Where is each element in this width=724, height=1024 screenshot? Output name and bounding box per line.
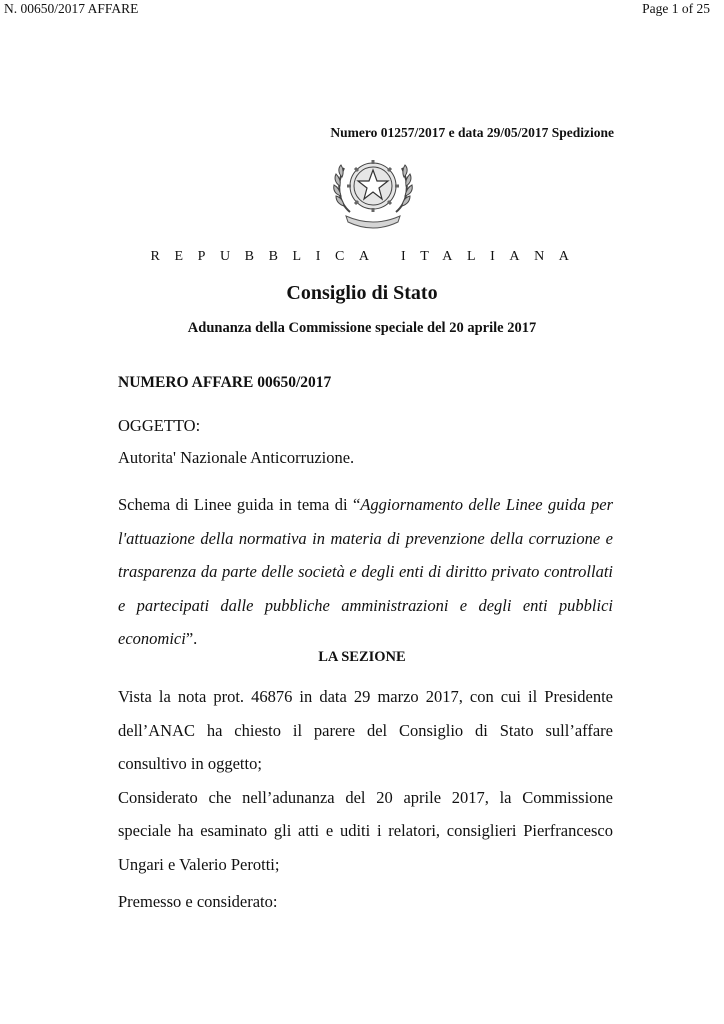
header-page-indicator: Page 1 of 25	[642, 1, 710, 16]
schema-prefix: Schema di Linee guida in tema di “	[118, 495, 361, 514]
schema-title-italic: Aggiornamento delle Linee guida per l'attuazione della normativa in materia di prevenzione della corruzione e trasparenza da parte delle società e degli enti di diritto privato controllati e partecipati dalle pubbliche amministrazioni e degli enti pubblici economici	[118, 495, 613, 649]
body-paragraphs	[118, 680, 613, 882]
council-title: Consiglio di Stato	[286, 282, 438, 304]
schema-suffix: ”.	[185, 629, 198, 649]
schema-paragraph	[118, 488, 613, 656]
paragraph-considerato: Considerato che nell’adunanza del 20 aprile 2017, la Commissione speciale ha esaminato gli atti e uditi i relatori, consiglieri Pierfrancesco Ungari e Valerio Perotti;	[118, 787, 613, 874]
paragraph-premesso: Premesso e considerato:	[118, 892, 278, 911]
oggetto-value: Autorita' Nazionale Anticorruzione.	[118, 448, 355, 467]
section-heading: LA SEZIONE	[318, 649, 406, 665]
oggetto-label: OGGETTO:	[118, 416, 201, 435]
spedizione-line: Numero 01257/2017 e data 29/05/2017 Spedizione	[330, 125, 614, 140]
republic-title: REPUBBLICA ITALIANA	[150, 249, 584, 264]
header-affare-number: N. 00650/2017 AFFARE	[4, 1, 139, 16]
session-subtitle: Adunanza della Commissione speciale del 20 aprile 2017	[187, 320, 537, 336]
paragraph-vista: Vista la nota prot. 46876 in data 29 marzo 2017, con cui il Presidente dell’ANAC ha chiesto il parere del Consiglio di Stato sull’affare consultivo in oggetto;	[118, 687, 613, 774]
affare-number: NUMERO AFFARE 00650/2017	[118, 374, 332, 391]
republic-emblem-icon	[330, 146, 416, 232]
